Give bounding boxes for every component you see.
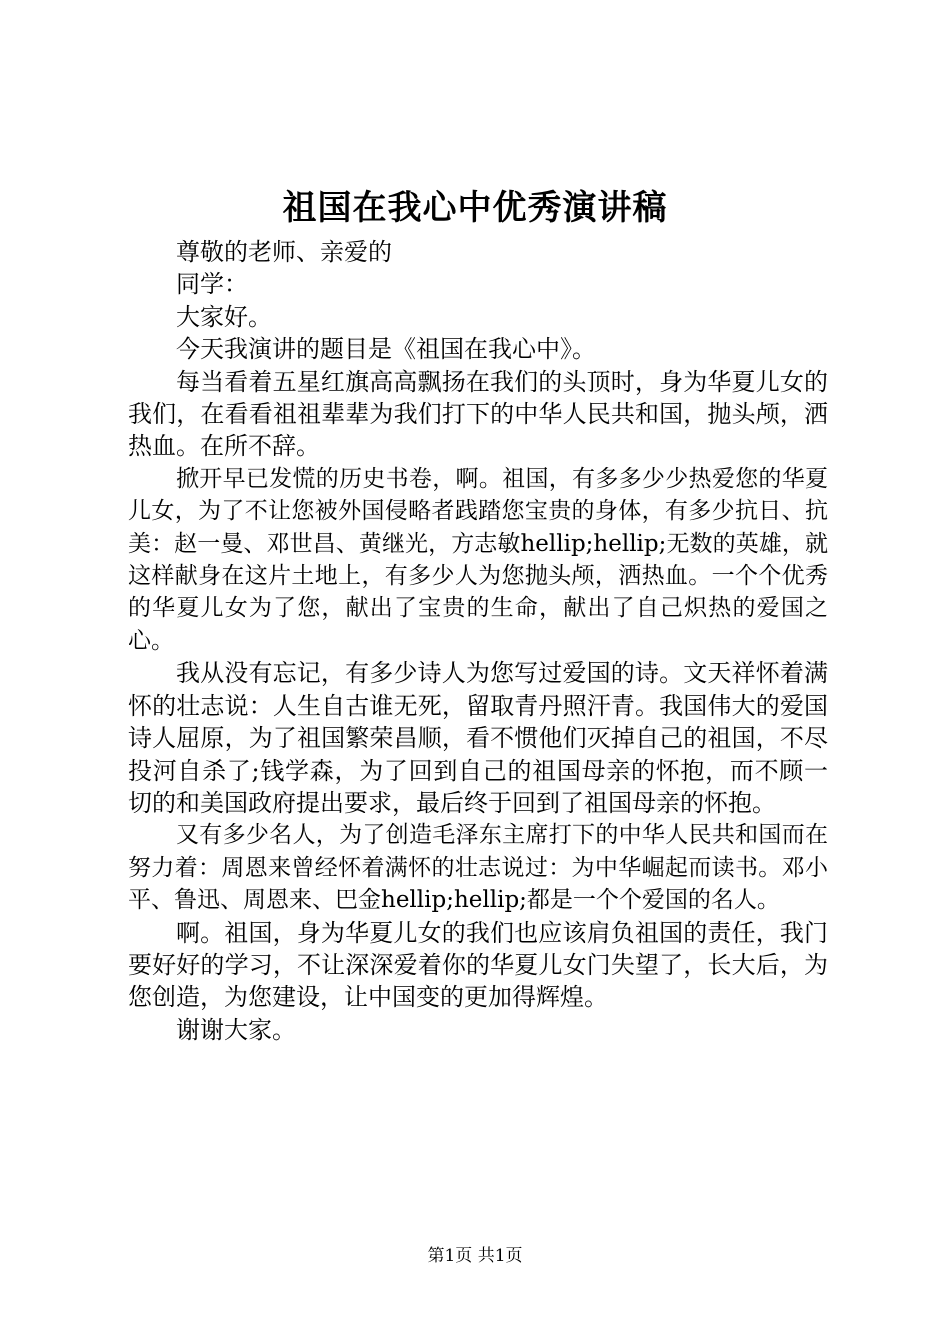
paragraph-responsibility: 啊。祖国，身为华夏儿女的我们也应该肩负祖国的责任，我门要好好的学习，不让深深爱着你的华夏儿女门失望了，长大后，为您创造，为您建设，让中国变的更加得辉煌。	[128, 918, 828, 1012]
paragraph-poets: 我从没有忘记，有多少诗人为您写过爱国的诗。文天祥怀着满怀的壮志说：人生自古谁无死，留取青丹照汗青。我国伟大的爱国诗人屈原，为了祖国繁荣昌顺，看不惯他们灭掉自己的祖国，不尽投河自杀了;钱学森，为了回到自己的祖国母亲的怀抱，而不顾一切的和美国政府提出要求，最后终于回到了祖国母亲的怀抱。	[128, 659, 828, 817]
paragraph-famous-people: 又有多少名人，为了创造毛泽东主席打下的中华人民共和国而在努力着：周恩来曾经怀着满怀的壮志说过：为中华崛起而读书。邓小平、鲁迅、周恩来、巴金hellip;hellip;都是一个个爱国的名人。	[128, 822, 828, 914]
document-body	[128, 236, 828, 1046]
paragraph-history: 掀开早已发慌的历史书卷，啊。祖国，有多多少少热爱您的华夏儿女，为了不让您被外国侵略者践踏您宝贵的身体，有多少抗日、抗美：赵一曼、邓世昌、黄继光，方志敏hellip;hellip;无数的英雄，就这样献身在这片土地上，有多少人为您抛头颅，洒热血。一个个优秀的华夏儿女为了您，献出了宝贵的生命，献出了自己炽热的爱国之心。	[128, 465, 828, 654]
paragraph-greeting: 大家好。	[176, 302, 272, 331]
document-title: 祖国在我心中优秀演讲稿	[282, 188, 668, 228]
paragraph-topic: 今天我演讲的题目是《祖国在我心中》。	[176, 335, 596, 364]
paragraph-flag: 每当看着五星红旗高高飘扬在我们的头顶时，身为华夏儿女的我们，在看看祖祖辈辈为我们打下的中华人民共和国，抛头颅，洒热血。在所不辞。	[128, 367, 828, 461]
paragraph-salutation: 尊敬的老师、亲爱的	[176, 238, 392, 266]
page-number-footer: 第1页 共1页	[427, 1246, 523, 1266]
paragraph-salutation-cont: 同学：	[176, 270, 248, 299]
paragraph-thanks: 谢谢大家。	[176, 1015, 296, 1044]
